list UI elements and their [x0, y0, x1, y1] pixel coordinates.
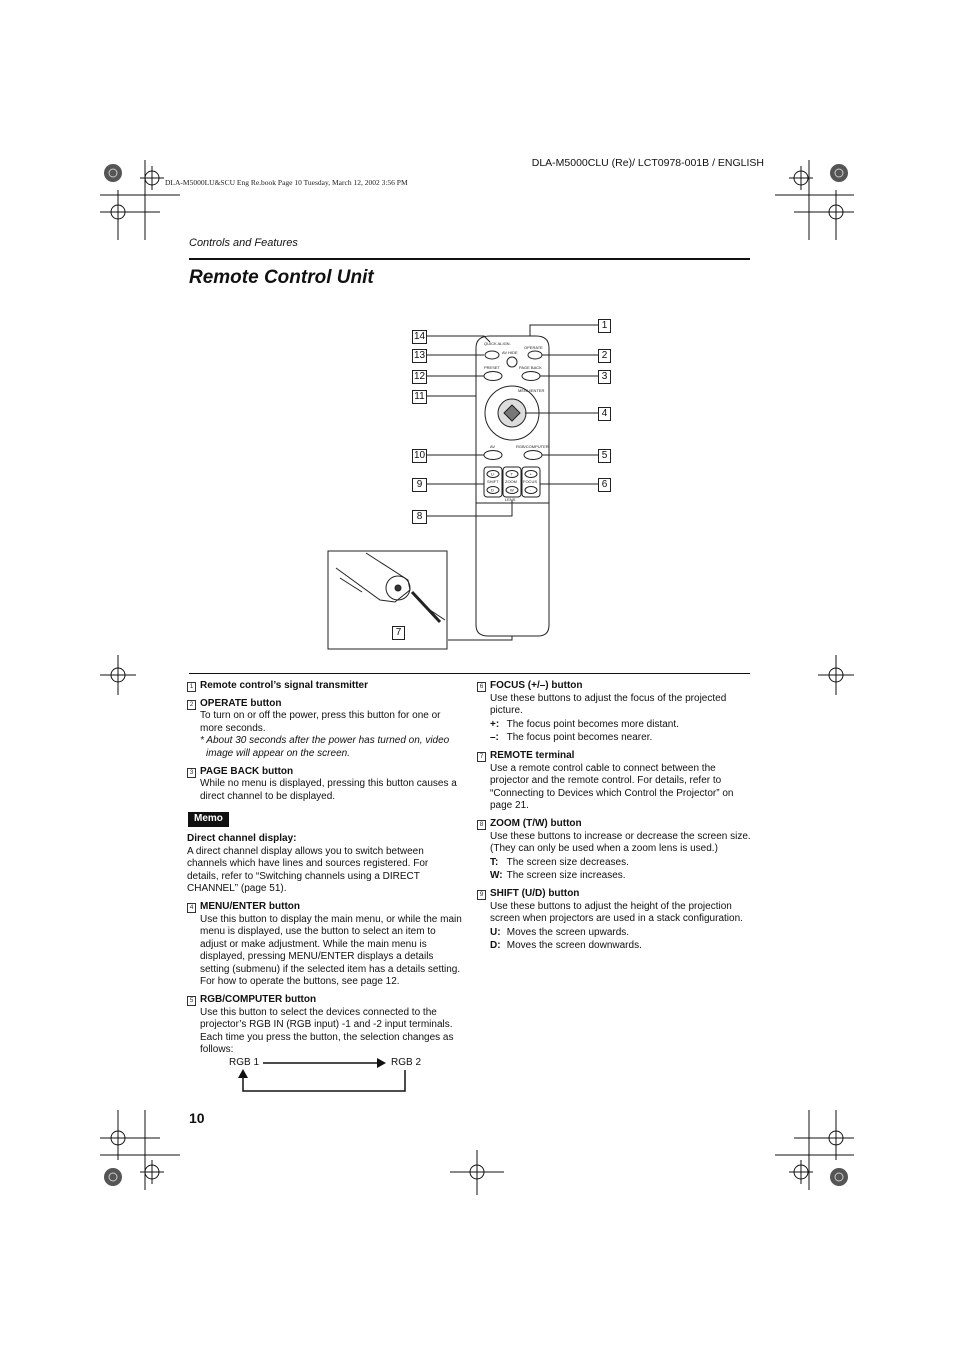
def-value: The screen size decreases. [506, 856, 629, 868]
item-title: MENU/ENTER button [200, 900, 300, 912]
callout-1: 1 [598, 319, 611, 333]
item-body: Use a remote control cable to connect between the projector and the remote control. For details, refer to “Connecting to Devices which Control the Projector” on page 21. [490, 762, 734, 812]
label-preset: PRESET [484, 365, 501, 370]
label-zoom: ZOOM [505, 479, 517, 484]
rgb-flow-diagram [229, 1057, 462, 1103]
item-4 [187, 901, 462, 989]
def-row [490, 732, 752, 745]
item-body: Use this button to select the devices connected to the projector’s RGB IN (RGB input) -1 and -2 input terminals. Each time you press the button, the selection changes as follows: [200, 1006, 454, 1056]
flow-arrows [229, 1057, 422, 1103]
item-body: For how to operate the buttons, see page 12. [200, 976, 400, 988]
callout-3: 3 [598, 370, 611, 384]
section-heading: Controls and Features [189, 237, 298, 249]
label-d: D [491, 487, 494, 493]
callout-4: 4 [598, 407, 611, 421]
header-rule [189, 258, 750, 260]
item-body: Use these buttons to adjust the height of the projection screen when projectors are used in a stack configuration. [490, 900, 743, 925]
label-w: W [510, 487, 514, 493]
callout-5: 5 [598, 449, 611, 463]
def-row [490, 857, 752, 870]
def-value: The focus point becomes nearer. [506, 732, 653, 744]
item-number: 1 [187, 682, 196, 692]
item-number: 2 [187, 700, 196, 710]
def-value: The focus point becomes more distant. [506, 718, 679, 730]
def-value: The screen size increases. [506, 870, 626, 882]
item-number: 3 [187, 768, 196, 778]
item-body: While no menu is displayed, pressing this button causes a direct channel to be displayed. [200, 778, 457, 802]
right-column [477, 680, 752, 958]
item-body: Use these buttons to increase or decrease the screen size. (They can only be used when a zoom lens is used.) [490, 830, 751, 855]
callout-14: 14 [413, 331, 426, 342]
callout-9: 9 [412, 478, 427, 492]
def-key: –: [490, 732, 499, 744]
label-plus: + [529, 471, 532, 477]
item-7 [477, 750, 752, 813]
label-quick-align: QUICK ALIGN. [484, 341, 511, 346]
def-value: Moves the screen downwards. [506, 940, 642, 952]
flow-to: RGB 2 [391, 1057, 422, 1069]
item-8 [477, 818, 752, 883]
def-row [490, 927, 752, 940]
page-title: Remote Control Unit [189, 267, 374, 288]
item-title: PAGE BACK button [200, 765, 294, 777]
label-shift: SHIFT [487, 479, 499, 484]
label-minus: - [530, 487, 532, 493]
def-key: D: [490, 940, 501, 952]
item-title: OPERATE button [200, 697, 282, 709]
item-body: Use this button to display the main menu, or while the main menu is displayed, use the button to select an item to adjust or make adjustment. While the main menu is displayed, pressing MENU/ENTER displays a details setting (submenu) if the selected item has a details setting. [200, 913, 462, 975]
label-u: U [491, 471, 494, 477]
label-page-back: PAGE BACK [519, 365, 542, 370]
item-number: 4 [187, 903, 196, 913]
item-6 [477, 680, 752, 745]
content-rule [189, 673, 750, 674]
memo-tag: Memo [188, 812, 229, 827]
memo-text: A direct channel display allows you to switch between channels which have lines and sources registered. For details, refer to “Switching channels using a DIRECT CHANNEL” (page 51). [187, 845, 429, 895]
def-row [490, 719, 752, 732]
callout-12: 12 [413, 371, 426, 382]
memo-heading: Direct channel display: [187, 832, 297, 844]
item-9 [477, 888, 752, 953]
def-value: Moves the screen upwards. [506, 926, 630, 938]
label-focus: FOCUS [523, 479, 537, 484]
item-number: 6 [477, 682, 486, 692]
callout-11: 11 [412, 390, 427, 404]
item-body: To turn on or off the power, press this button for one or more seconds. [200, 710, 441, 734]
item-title: Remote control’s signal transmitter [200, 680, 368, 691]
item-3 [187, 766, 462, 804]
callout-2: 2 [598, 349, 611, 363]
label-operate: OPERATE [524, 345, 543, 350]
item-title: REMOTE terminal [490, 749, 575, 761]
document-id: DLA-M5000CLU (Re)/ LCT0978-001B / ENGLISH [531, 157, 764, 169]
item-title: RGB/COMPUTER button [200, 994, 317, 1006]
item-title: ZOOM (T/W) button [490, 817, 582, 829]
memo-box [187, 808, 462, 896]
page-number: 10 [189, 1110, 205, 1126]
callout-6: 6 [598, 478, 611, 492]
label-lens: LENS [505, 497, 516, 502]
remote-control-figure [300, 300, 640, 660]
def-key: T: [490, 856, 499, 868]
flow-from: RGB 1 [229, 1057, 260, 1069]
item-number: 7 [477, 752, 486, 762]
def-key: W: [490, 870, 503, 882]
label-menu-enter: MENU/ENTER [518, 388, 545, 393]
item-title: FOCUS (+/–) button [490, 680, 583, 691]
item-note: * About 30 seconds after the power has turned on, video image will appear on the screen. [200, 735, 450, 759]
item-number: 8 [477, 820, 486, 830]
label-t: T [510, 471, 513, 477]
book-info-line: DLA-M5000LU&SCU Eng Re.book Page 10 Tuesday, March 12, 2002 3:56 PM [165, 178, 408, 187]
def-key: +: [490, 718, 500, 730]
def-row [490, 940, 752, 953]
def-key: U: [490, 926, 501, 938]
callout-10: 10 [413, 450, 426, 461]
left-column [187, 680, 462, 1103]
label-av: AV [490, 444, 496, 449]
item-5 [187, 994, 462, 1057]
label-av-hide: AV HIDE [502, 350, 518, 355]
item-2 [187, 698, 462, 761]
callout-13: 13 [413, 350, 426, 361]
item-1 [187, 680, 462, 693]
callout-7: 7 [392, 626, 405, 640]
item-number: 9 [477, 890, 486, 900]
callout-8: 8 [412, 510, 427, 524]
def-row [490, 870, 752, 883]
label-rgb-computer: RGB/COMPUTER [516, 444, 549, 449]
item-body: Use these buttons to adjust the focus of the projected picture. [490, 692, 727, 717]
item-number: 5 [187, 996, 196, 1006]
item-title: SHIFT (U/D) button [490, 887, 580, 899]
